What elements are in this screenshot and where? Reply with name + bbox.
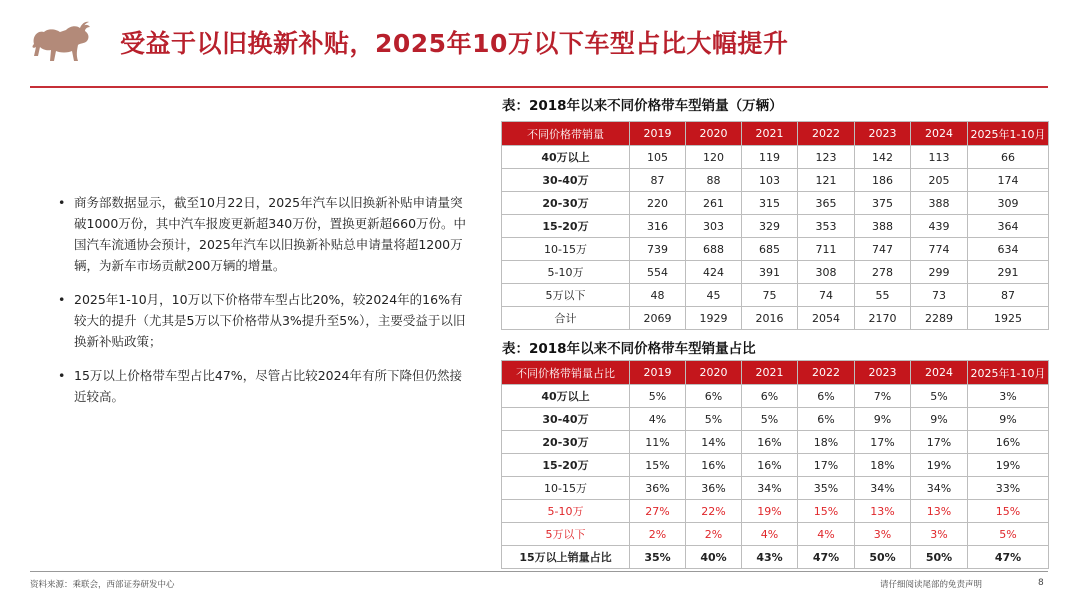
row-label: 15-20万 (502, 215, 630, 238)
table-cell: 50% (911, 546, 968, 569)
table-cell: 554 (630, 261, 686, 284)
table-cell: 36% (630, 477, 686, 500)
column-header: 2025年1-10月 (968, 361, 1049, 385)
row-label: 5-10万 (502, 261, 630, 284)
bullet-text: 2025年1-10月，10万以下价格带车型占比20%，较2024年的16%有较大的提升（尤其是5万以下价格带从3%提升至5%），主要受益于以旧换新补贴政策； (74, 292, 466, 349)
row-label: 15万以上销量占比 (502, 546, 630, 569)
column-header: 2021 (742, 122, 798, 146)
column-header: 2024 (911, 122, 968, 146)
table-cell: 142 (855, 146, 911, 169)
table-cell: 6% (686, 385, 742, 408)
table-cell: 47% (798, 546, 855, 569)
table-cell: 711 (798, 238, 855, 261)
table-cell: 685 (742, 238, 798, 261)
table-cell: 15% (630, 454, 686, 477)
bullet-list (56, 192, 470, 420)
row-label: 合计 (502, 307, 630, 330)
table-cell: 388 (911, 192, 968, 215)
table-cell: 103 (742, 169, 798, 192)
table-cell: 391 (742, 261, 798, 284)
table-cell: 1925 (968, 307, 1049, 330)
table-cell: 353 (798, 215, 855, 238)
table-cell: 2289 (911, 307, 968, 330)
bullet-dot: • (58, 195, 66, 210)
row-label: 15-20万 (502, 454, 630, 477)
table-row-highlighted (502, 500, 1049, 523)
table-cell: 36% (686, 477, 742, 500)
row-label: 20-30万 (502, 431, 630, 454)
table-cell: 7% (855, 385, 911, 408)
table-cell: 113 (911, 146, 968, 169)
table-cell: 43% (742, 546, 798, 569)
table-cell: 11% (630, 431, 686, 454)
row-label: 5-10万 (502, 500, 630, 523)
table-cell: 2054 (798, 307, 855, 330)
table-row (502, 385, 1049, 408)
title-divider (30, 86, 1048, 88)
table-cell: 4% (742, 523, 798, 546)
table-cell: 5% (630, 385, 686, 408)
table-row (502, 477, 1049, 500)
table-cell: 17% (798, 454, 855, 477)
source-note: 资料来源：乘联会，西部证券研发中心 (30, 580, 175, 590)
table-cell: 365 (798, 192, 855, 215)
table-total-row (502, 307, 1049, 330)
table-cell: 16% (742, 431, 798, 454)
table-cell: 19% (968, 454, 1049, 477)
table-cell: 174 (968, 169, 1049, 192)
table-cell: 4% (798, 523, 855, 546)
table-cell: 121 (798, 169, 855, 192)
footer-divider (30, 571, 1048, 572)
table-cell: 123 (798, 146, 855, 169)
table-cell: 9% (968, 408, 1049, 431)
table-cell: 3% (911, 523, 968, 546)
column-header: 2019 (630, 361, 686, 385)
table-cell: 15% (968, 500, 1049, 523)
table-cell: 747 (855, 238, 911, 261)
column-header: 2023 (855, 122, 911, 146)
bullet-dot: • (58, 292, 66, 307)
table-cell: 299 (911, 261, 968, 284)
table-cell: 87 (968, 284, 1049, 307)
table-cell: 120 (686, 146, 742, 169)
disclaimer-note: 请仔细阅读尾部的免责声明 (880, 580, 983, 590)
column-header: 2020 (686, 122, 742, 146)
row-label: 40万以上 (502, 385, 630, 408)
table-cell: 18% (855, 454, 911, 477)
table-cell: 4% (630, 408, 686, 431)
table-cell: 205 (911, 169, 968, 192)
table-cell: 9% (855, 408, 911, 431)
table-row (502, 215, 1049, 238)
table-cell: 19% (742, 500, 798, 523)
table-cell: 329 (742, 215, 798, 238)
table-cell: 316 (630, 215, 686, 238)
table-cell: 74 (798, 284, 855, 307)
table-cell: 22% (686, 500, 742, 523)
table-caption: 表：2018年以来不同价格带车型销量占比 (502, 341, 756, 357)
table-cell: 364 (968, 215, 1049, 238)
page-number: 8 (1038, 578, 1044, 588)
table-cell: 27% (630, 500, 686, 523)
table-cell: 1929 (686, 307, 742, 330)
table-cell: 34% (911, 477, 968, 500)
table-row (502, 408, 1049, 431)
table-cell: 2016 (742, 307, 798, 330)
sales-volume-table (501, 121, 1049, 330)
column-header: 2020 (686, 361, 742, 385)
table-cell: 16% (686, 454, 742, 477)
table-cell: 315 (742, 192, 798, 215)
table-cell: 5% (742, 408, 798, 431)
table-row (502, 192, 1049, 215)
table-cell: 16% (968, 431, 1049, 454)
table-cell: 303 (686, 215, 742, 238)
column-header: 2025年1-10月 (968, 122, 1049, 146)
column-header: 2024 (911, 361, 968, 385)
table-cell: 105 (630, 146, 686, 169)
row-label: 10-15万 (502, 477, 630, 500)
table-cell: 55 (855, 284, 911, 307)
table-cell: 87 (630, 169, 686, 192)
table-cell: 439 (911, 215, 968, 238)
row-label: 40万以上 (502, 146, 630, 169)
table-cell: 47% (968, 546, 1049, 569)
table-row (502, 146, 1049, 169)
table-cell: 6% (798, 408, 855, 431)
table-cell: 6% (742, 385, 798, 408)
table-cell: 5% (968, 523, 1049, 546)
table-cell: 309 (968, 192, 1049, 215)
table-header-row (502, 361, 1049, 385)
table-cell: 186 (855, 169, 911, 192)
table-cell: 35% (798, 477, 855, 500)
table-cell: 16% (742, 454, 798, 477)
table-cell: 261 (686, 192, 742, 215)
table-cell: 33% (968, 477, 1049, 500)
table-total-row (502, 546, 1049, 569)
table-cell: 13% (911, 500, 968, 523)
table-row (502, 261, 1049, 284)
table-cell: 375 (855, 192, 911, 215)
table-caption: 表：2018年以来不同价格带车型销量（万辆） (502, 98, 783, 114)
column-header: 不同价格带销量占比 (502, 361, 630, 385)
table-row (502, 169, 1049, 192)
table-cell: 119 (742, 146, 798, 169)
table-cell: 17% (911, 431, 968, 454)
row-label: 10-15万 (502, 238, 630, 261)
bullet-dot: • (58, 368, 66, 383)
table-cell: 388 (855, 215, 911, 238)
table-header-row (502, 122, 1049, 146)
table-cell: 5% (911, 385, 968, 408)
table-cell: 50% (855, 546, 911, 569)
table-cell: 15% (798, 500, 855, 523)
row-label: 30-40万 (502, 169, 630, 192)
table-cell: 35% (630, 546, 686, 569)
table-cell: 278 (855, 261, 911, 284)
table-row (502, 454, 1049, 477)
table-cell: 308 (798, 261, 855, 284)
bull-icon (30, 20, 92, 66)
row-label: 20-30万 (502, 192, 630, 215)
bullet-item (56, 365, 470, 407)
table-cell: 19% (911, 454, 968, 477)
table-cell: 739 (630, 238, 686, 261)
table-cell: 3% (968, 385, 1049, 408)
table-cell: 5% (686, 408, 742, 431)
table-cell: 17% (855, 431, 911, 454)
table-cell: 34% (742, 477, 798, 500)
table-cell: 3% (855, 523, 911, 546)
row-label: 30-40万 (502, 408, 630, 431)
table-cell: 2% (630, 523, 686, 546)
table-row-highlighted (502, 523, 1049, 546)
table-row (502, 238, 1049, 261)
table-cell: 6% (798, 385, 855, 408)
bullet-item (56, 289, 470, 352)
table-cell: 634 (968, 238, 1049, 261)
column-header: 不同价格带销量 (502, 122, 630, 146)
table-cell: 73 (911, 284, 968, 307)
table-cell: 66 (968, 146, 1049, 169)
table-cell: 2069 (630, 307, 686, 330)
table-cell: 18% (798, 431, 855, 454)
table-cell: 34% (855, 477, 911, 500)
page-title: 受益于以旧换新补贴，2025年10万以下车型占比大幅提升 (120, 29, 789, 58)
table-row (502, 431, 1049, 454)
bullet-item (56, 192, 470, 276)
column-header: 2022 (798, 361, 855, 385)
column-header: 2022 (798, 122, 855, 146)
row-label: 5万以下 (502, 523, 630, 546)
column-header: 2021 (742, 361, 798, 385)
table-cell: 291 (968, 261, 1049, 284)
table-cell: 48 (630, 284, 686, 307)
table-cell: 2170 (855, 307, 911, 330)
table-cell: 774 (911, 238, 968, 261)
sales-share-table (501, 360, 1049, 569)
table-cell: 75 (742, 284, 798, 307)
column-header: 2019 (630, 122, 686, 146)
table-cell: 220 (630, 192, 686, 215)
table-cell: 2% (686, 523, 742, 546)
table-cell: 424 (686, 261, 742, 284)
table-row (502, 284, 1049, 307)
table-cell: 88 (686, 169, 742, 192)
table-cell: 688 (686, 238, 742, 261)
table-cell: 45 (686, 284, 742, 307)
table-cell: 9% (911, 408, 968, 431)
table-cell: 40% (686, 546, 742, 569)
row-label: 5万以下 (502, 284, 630, 307)
column-header: 2023 (855, 361, 911, 385)
bullet-text: 15万以上价格带车型占比47%，尽管占比较2024年有所下降但仍然接近较高。 (74, 368, 463, 404)
bullet-text: 商务部数据显示，截至10月22日，2025年汽车以旧换新补贴申请量突破1000万份，其中汽车报废更新超340万份，置换更新超660万份。中国汽车流通协会预计，2025年汽车以旧换新补贴总申请量将超1200万辆，为新车市场贡献200万辆的增量。 (74, 195, 467, 273)
table-cell: 13% (855, 500, 911, 523)
table-cell: 14% (686, 431, 742, 454)
